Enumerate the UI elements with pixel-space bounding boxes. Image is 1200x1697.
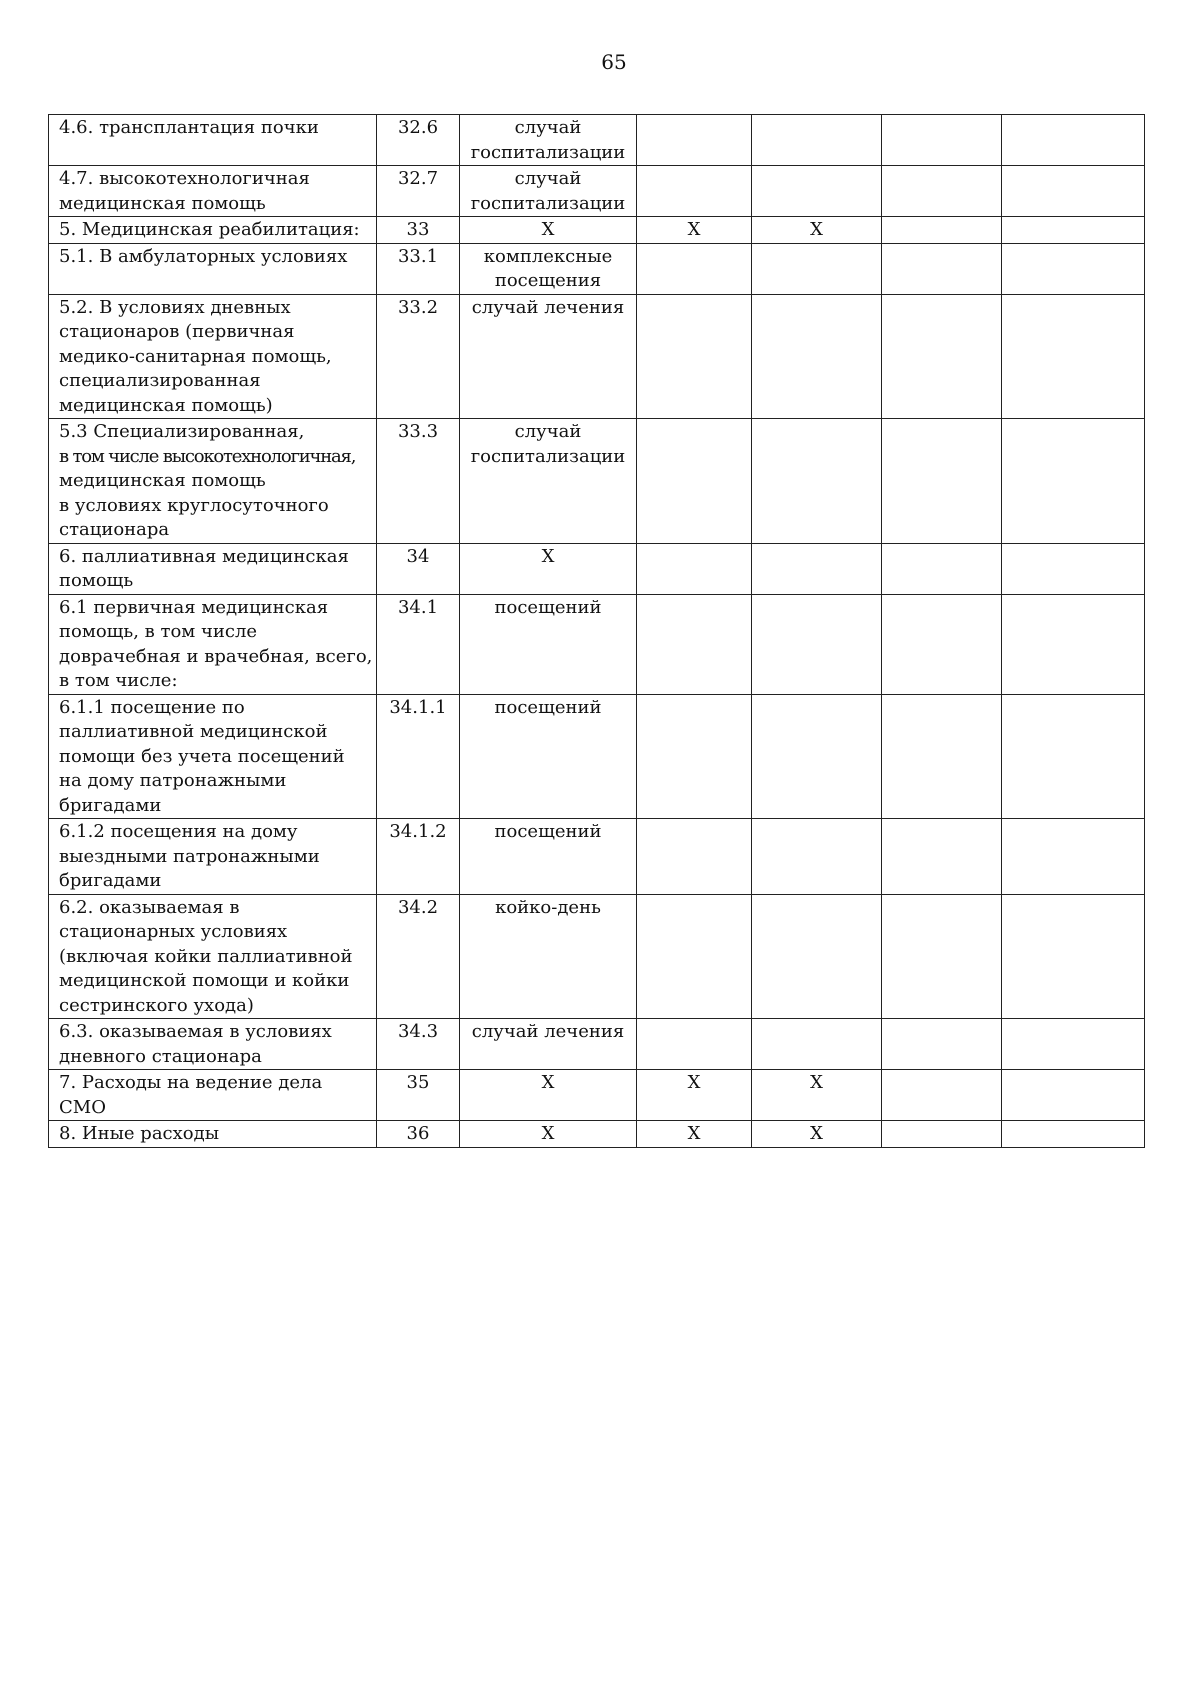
row-unit: посещений <box>460 819 637 895</box>
row-name: 8. Иные расходы <box>49 1121 377 1148</box>
row-number: 34.1.2 <box>377 819 460 895</box>
table-row <box>49 243 1145 294</box>
row-cell <box>637 419 752 544</box>
row-unit: Х <box>460 1070 637 1121</box>
row-cell <box>882 115 1002 166</box>
row-cell <box>637 243 752 294</box>
row-unit: Х <box>460 1121 637 1148</box>
row-unit: случай госпитализации <box>460 115 637 166</box>
row-cell <box>637 166 752 217</box>
row-cell <box>882 894 1002 1019</box>
row-cell <box>1002 543 1145 594</box>
row-name: 5.2. В условиях дневных стационаров (первичная медико-санитарная помощь, специализированная медицинская помощь) <box>49 294 377 419</box>
row-cell <box>1002 594 1145 694</box>
row-cell <box>882 419 1002 544</box>
table-row <box>49 1121 1145 1148</box>
row-cell: Х <box>752 1121 882 1148</box>
row-name: 6.1.1 посещение по паллиативной медицинской помощи без учета посещений на дому патронажными бригадами <box>49 694 377 819</box>
row-unit: Х <box>460 217 637 244</box>
row-cell <box>1002 243 1145 294</box>
table-row <box>49 694 1145 819</box>
row-number: 33.2 <box>377 294 460 419</box>
row-cell <box>637 543 752 594</box>
row-cell <box>1002 419 1145 544</box>
row-cell <box>882 1019 1002 1070</box>
row-cell <box>637 294 752 419</box>
row-cell <box>752 294 882 419</box>
table-row <box>49 217 1145 244</box>
row-cell <box>1002 166 1145 217</box>
row-unit: Х <box>460 543 637 594</box>
row-cell <box>1002 819 1145 895</box>
row-cell <box>637 115 752 166</box>
row-cell <box>1002 894 1145 1019</box>
row-cell <box>882 294 1002 419</box>
row-cell: Х <box>637 217 752 244</box>
row-cell <box>752 419 882 544</box>
row-cell <box>882 543 1002 594</box>
row-number: 34.1.1 <box>377 694 460 819</box>
row-cell <box>1002 115 1145 166</box>
table-row <box>49 1070 1145 1121</box>
row-name-line: в условиях круглосуточного стационара <box>59 494 329 540</box>
data-table <box>48 114 1145 1148</box>
row-cell <box>1002 1070 1145 1121</box>
row-number: 32.7 <box>377 166 460 217</box>
row-unit: случай госпитализации <box>460 419 637 544</box>
table-row <box>49 419 1145 544</box>
table-row <box>49 166 1145 217</box>
row-unit: койко-день <box>460 894 637 1019</box>
row-name: 5.1. В амбулаторных условиях <box>49 243 377 294</box>
row-cell <box>752 819 882 895</box>
row-cell <box>882 243 1002 294</box>
row-cell <box>752 115 882 166</box>
row-cell <box>637 1019 752 1070</box>
row-cell <box>752 543 882 594</box>
row-name-line: 5.3 Специализированная, <box>59 421 305 442</box>
row-name: 7. Расходы на ведение дела СМО <box>49 1070 377 1121</box>
row-name-line: в том числе высокотехнологичная, <box>59 445 356 467</box>
row-cell <box>752 166 882 217</box>
row-number: 34.2 <box>377 894 460 1019</box>
row-cell <box>882 1121 1002 1148</box>
row-cell <box>752 894 882 1019</box>
row-cell <box>882 694 1002 819</box>
row-cell <box>637 694 752 819</box>
row-cell <box>637 594 752 694</box>
row-unit: комплексные посещения <box>460 243 637 294</box>
table-row <box>49 894 1145 1019</box>
row-name: 6.1 первичная медицинская помощь, в том числе доврачебная и врачебная, всего, в том числе: <box>49 594 377 694</box>
row-cell <box>1002 217 1145 244</box>
row-name: 6.2. оказываемая в стационарных условиях (включая койки паллиативной медицинской помощи и койки сестринского ухода) <box>49 894 377 1019</box>
table-row <box>49 543 1145 594</box>
row-name: 6.1.2 посещения на дому выездными патронажными бригадами <box>49 819 377 895</box>
row-cell <box>637 819 752 895</box>
row-cell <box>637 894 752 1019</box>
row-number: 36 <box>377 1121 460 1148</box>
row-name: 4.6. трансплантация почки <box>49 115 377 166</box>
row-cell <box>882 819 1002 895</box>
row-number: 33.1 <box>377 243 460 294</box>
row-cell <box>1002 1019 1145 1070</box>
row-cell <box>882 166 1002 217</box>
row-cell: Х <box>637 1070 752 1121</box>
row-unit: случай госпитализации <box>460 166 637 217</box>
row-name: 5. Медицинская реабилитация: <box>49 217 377 244</box>
row-unit: посещений <box>460 694 637 819</box>
table-row <box>49 819 1145 895</box>
row-cell: Х <box>752 217 882 244</box>
row-name: 6. паллиативная медицинская помощь <box>49 543 377 594</box>
row-cell <box>752 694 882 819</box>
row-unit: случай лечения <box>460 294 637 419</box>
row-cell <box>1002 1121 1145 1148</box>
row-number: 33 <box>377 217 460 244</box>
row-number: 35 <box>377 1070 460 1121</box>
row-name <box>49 419 377 544</box>
row-number: 34.1 <box>377 594 460 694</box>
row-cell <box>882 1070 1002 1121</box>
row-unit: посещений <box>460 594 637 694</box>
page-number: 65 <box>601 50 627 74</box>
table-row <box>49 294 1145 419</box>
row-number: 34 <box>377 543 460 594</box>
row-number: 34.3 <box>377 1019 460 1070</box>
row-unit: случай лечения <box>460 1019 637 1070</box>
row-cell <box>882 594 1002 694</box>
row-cell: Х <box>637 1121 752 1148</box>
table-row <box>49 1019 1145 1070</box>
row-number: 32.6 <box>377 115 460 166</box>
row-cell <box>1002 294 1145 419</box>
row-cell <box>1002 694 1145 819</box>
row-cell <box>882 217 1002 244</box>
table-row <box>49 115 1145 166</box>
row-number: 33.3 <box>377 419 460 544</box>
row-name-line: медицинская помощь <box>59 470 266 491</box>
table-row <box>49 594 1145 694</box>
row-cell <box>752 1019 882 1070</box>
row-name: 6.3. оказываемая в условиях дневного стационара <box>49 1019 377 1070</box>
row-cell: Х <box>752 1070 882 1121</box>
row-cell <box>752 243 882 294</box>
row-name: 4.7. высокотехнологичная медицинская помощь <box>49 166 377 217</box>
row-cell <box>752 594 882 694</box>
